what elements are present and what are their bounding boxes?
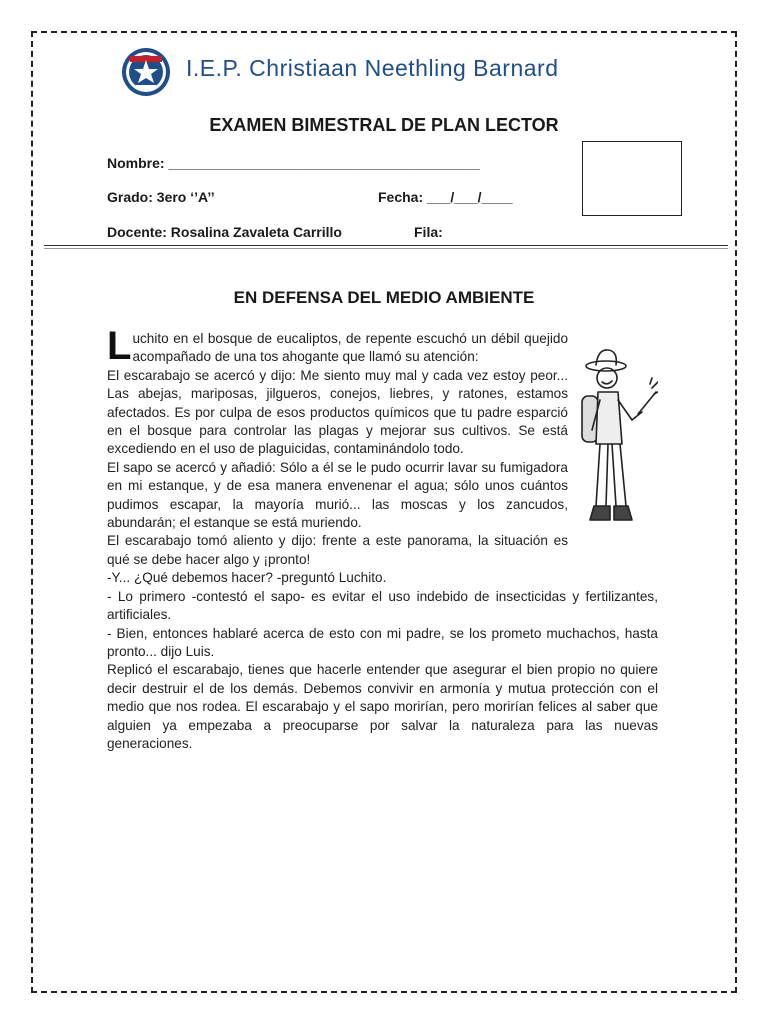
story-paragraph: Replicó el escarabajo, tienes que hacerle entender que asegurar el bien propio no quiere decir destruir el de los demás. Debemos convivir en armonía y mutua protección con el medio que nos rodea. El escarabajo y el sapo morirían, pero morirían felices al saber que alguien ya empezaba a preocuparse por salvar la naturaleza para las nuevas generaciones. — [107, 662, 658, 751]
header-separator — [44, 245, 728, 246]
story-paragraph: - Bien, entonces hablaré acerca de esto con mi padre, se los prometo muchachos, hasta pronto... dijo Luis. — [107, 625, 658, 659]
story-paragraph: El escarabajo se acercó y dijo: Me siento muy mal y cada vez estoy peor... Las abejas, mariposas, jilgueros, conejos, liebres, y ratones, estamos afectados. Es por culpa de esos productos químicos que tu padre esparció en el bosque para controlar las plagas y mejorar sus cultivos. Se está excediendo en el uso de plaguicidas, contaminándolo todo. — [107, 367, 568, 457]
drop-cap: L — [107, 324, 132, 368]
story-paragraph: - Lo primero -contestó el sapo- es evitar el uso indebido de insecticidas y fertilizantes, artificiales. — [107, 588, 658, 623]
grade-box — [582, 141, 682, 216]
story-body — [107, 324, 658, 753]
school-crest-icon — [121, 47, 171, 97]
header-separator-secondary — [44, 248, 728, 249]
name-field: Nombre: ________________________________________ — [107, 155, 480, 171]
farmer-sprayer-figure — [576, 344, 658, 534]
teacher-field: Docente: Rosalina Zavaleta Carrillo — [107, 224, 342, 240]
story-paragraph: uchito en el bosque de eucaliptos, de repente escuchó un débil quejido acompañado de una tos ahogante que llamó su atención: — [132, 331, 568, 365]
date-field: Fecha: ___/___/____ — [378, 189, 513, 205]
story-paragraph: -Y... ¿Qué debemos hacer? -preguntó Luchito. — [107, 570, 387, 586]
school-name: I.E.P. Christiaan Neethling Barnard — [186, 55, 559, 81]
story-title: EN DEFENSA DEL MEDIO AMBIENTE — [233, 288, 535, 307]
exam-title: EXAMEN BIMESTRAL DE PLAN LECTOR — [209, 115, 559, 135]
story-paragraph: El sapo se acercó y añadió: Sólo a él se le pudo ocurrir lavar su fumigadora en mi estanque, y de esa manera envenenar el agua; sólo unos cuántos pudimos escapar, la mayoría murió... las moscas y los zancudos, abundarán; el estanque se está muriendo. — [107, 459, 568, 531]
grade-field: Grado: 3ero ‘’A’’ — [107, 189, 215, 205]
story-paragraph: El escarabajo tomó aliento y dijo: frente a este panorama, la situación es qué se debe hacer algo y ¡pronto! — [107, 533, 568, 567]
row-field: Fila: — [414, 224, 443, 240]
